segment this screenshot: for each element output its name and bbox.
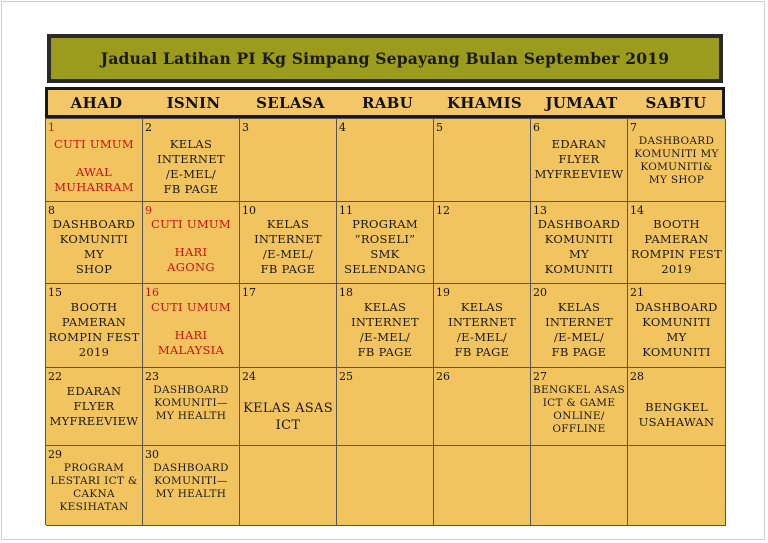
empty-day-cell [531, 446, 628, 526]
event-label: PROGRAM “ROSELI” SMK SELENDANG [344, 217, 426, 276]
day-cell-3 [240, 119, 337, 202]
day-cell-7 [628, 119, 726, 202]
weekday-sabtu: SABTU [645, 93, 707, 112]
day-number: 29 [48, 448, 62, 461]
holiday-label: CUTI UMUM [54, 137, 134, 151]
day-cell-20 [531, 284, 628, 368]
day-number: 3 [242, 121, 249, 134]
day-number: 18 [339, 286, 353, 299]
event-label: BENGKEL USAHAWAN [638, 400, 715, 429]
event-label: DASHBOARD KOMUNITI MY KOMUNITI [537, 217, 621, 276]
day-number: 25 [339, 370, 353, 383]
day-cell-9 [143, 202, 240, 284]
event-label: KELAS INTERNET /E-MEL/ FB PAGE [254, 217, 322, 276]
day-number: 21 [630, 286, 644, 299]
day-number: 1 [48, 121, 55, 134]
event-label: KELAS INTERNET /E-MEL/ FB PAGE [448, 300, 516, 359]
day-number: 13 [533, 204, 547, 217]
day-number: 11 [339, 204, 353, 217]
event-label: BOOTH PAMERAN ROMPIN FEST 2019 [630, 217, 723, 276]
event-label: KELAS INTERNET /E-MEL/ FB PAGE [157, 137, 225, 196]
day-number: 7 [630, 121, 637, 134]
day-cell-14 [628, 202, 726, 284]
day-number: 24 [242, 370, 256, 383]
day-cell-2 [143, 119, 240, 202]
day-number: 14 [630, 204, 644, 217]
day-cell-26 [434, 368, 531, 446]
day-cell-28 [628, 368, 726, 446]
event-label: DASHBOARD KOMUNITI— MY HEALTH [153, 462, 229, 500]
day-number: 8 [48, 204, 55, 217]
weekday-header-row [48, 90, 722, 115]
title-bar [47, 34, 723, 83]
event-label: KELAS INTERNET /E-MEL/ FB PAGE [545, 300, 613, 359]
event-label: DASHBOARD KOMUNITI MY KOMUNITI [635, 300, 718, 359]
day-cell-15 [46, 284, 143, 368]
event-label: EDARAN FLYER MYFREEVIEW [49, 384, 139, 428]
day-number: 16 [145, 286, 159, 299]
day-cell-19 [434, 284, 531, 368]
holiday-label: HARI AGONG [167, 245, 215, 274]
day-number: 26 [436, 370, 450, 383]
day-number: 17 [242, 286, 256, 299]
day-cell-16 [143, 284, 240, 368]
holiday-label: CUTI UMUM [151, 217, 231, 231]
day-number: 12 [436, 204, 450, 217]
day-number: 2 [145, 121, 152, 134]
weekday-ahad: AHAD [70, 93, 123, 112]
day-cell-18 [337, 284, 434, 368]
day-number: 30 [145, 448, 159, 461]
day-number: 5 [436, 121, 443, 134]
day-cell-17 [240, 284, 337, 368]
day-cell-1 [46, 119, 143, 202]
day-number: 4 [339, 121, 346, 134]
day-cell-5 [434, 119, 531, 202]
page-title: Jadual Latihan PI Kg Simpang Sepayang Bulan September 2019 [51, 38, 719, 79]
empty-day-cell [434, 446, 531, 526]
day-number: 20 [533, 286, 547, 299]
day-number: 27 [533, 370, 547, 383]
empty-day-cell [337, 446, 434, 526]
day-cell-29 [46, 446, 143, 526]
holiday-label: HARI MALAYSIA [157, 328, 225, 357]
day-number: 22 [48, 370, 62, 383]
day-cell-22 [46, 368, 143, 446]
weekday-header [45, 87, 725, 118]
event-label: KELAS ASAS ICT [243, 401, 333, 433]
weekday-selasa: SELASA [256, 93, 325, 112]
event-label: EDARAN FLYER MYFREEVIEW [534, 137, 624, 181]
day-cell-6 [531, 119, 628, 202]
day-cell-21 [628, 284, 726, 368]
day-number: 23 [145, 370, 159, 383]
day-cell-10 [240, 202, 337, 284]
weekday-isnin: ISNIN [166, 93, 221, 112]
event-label: DASHBOARD KOMUNITI MY SHOP [52, 217, 136, 276]
day-cell-27 [531, 368, 628, 446]
weekday-rabu: RABU [361, 93, 414, 112]
day-number: 19 [436, 286, 450, 299]
event-label: DASHBOARD KOMUNITI— MY HEALTH [153, 384, 229, 422]
day-cell-13 [531, 202, 628, 284]
weekday-jumaat: JUMAAT [545, 93, 618, 112]
day-cell-30 [143, 446, 240, 526]
day-cell-23 [143, 368, 240, 446]
day-number: 6 [533, 121, 540, 134]
day-number: 15 [48, 286, 62, 299]
day-number: 10 [242, 204, 256, 217]
event-label: BOOTH PAMERAN ROMPIN FEST 2019 [48, 300, 140, 359]
weekday-khamis: KHAMIS [446, 93, 523, 112]
event-label: BENGKEL ASAS ICT & GAME ONLINE/ OFFLINE [533, 384, 625, 435]
event-label: PROGRAM LESTARI ICT & CAKNA KESIHATAN [50, 462, 138, 513]
day-cell-11 [337, 202, 434, 284]
empty-day-cell [240, 446, 337, 526]
calendar-grid [45, 118, 725, 525]
event-label: KELAS INTERNET /E-MEL/ FB PAGE [351, 300, 419, 359]
day-cell-24 [240, 368, 337, 446]
day-cell-12 [434, 202, 531, 284]
day-number: 28 [630, 370, 644, 383]
holiday-label: CUTI UMUM [151, 300, 231, 314]
event-label: DASHBOARD KOMUNITI MY KOMUNITI& MY SHOP [634, 135, 719, 186]
day-cell-4 [337, 119, 434, 202]
day-number: 9 [145, 204, 152, 217]
holiday-label: AWAL MUHARRAM [54, 165, 134, 194]
day-cell-25 [337, 368, 434, 446]
empty-day-cell [628, 446, 726, 526]
day-cell-8 [46, 202, 143, 284]
